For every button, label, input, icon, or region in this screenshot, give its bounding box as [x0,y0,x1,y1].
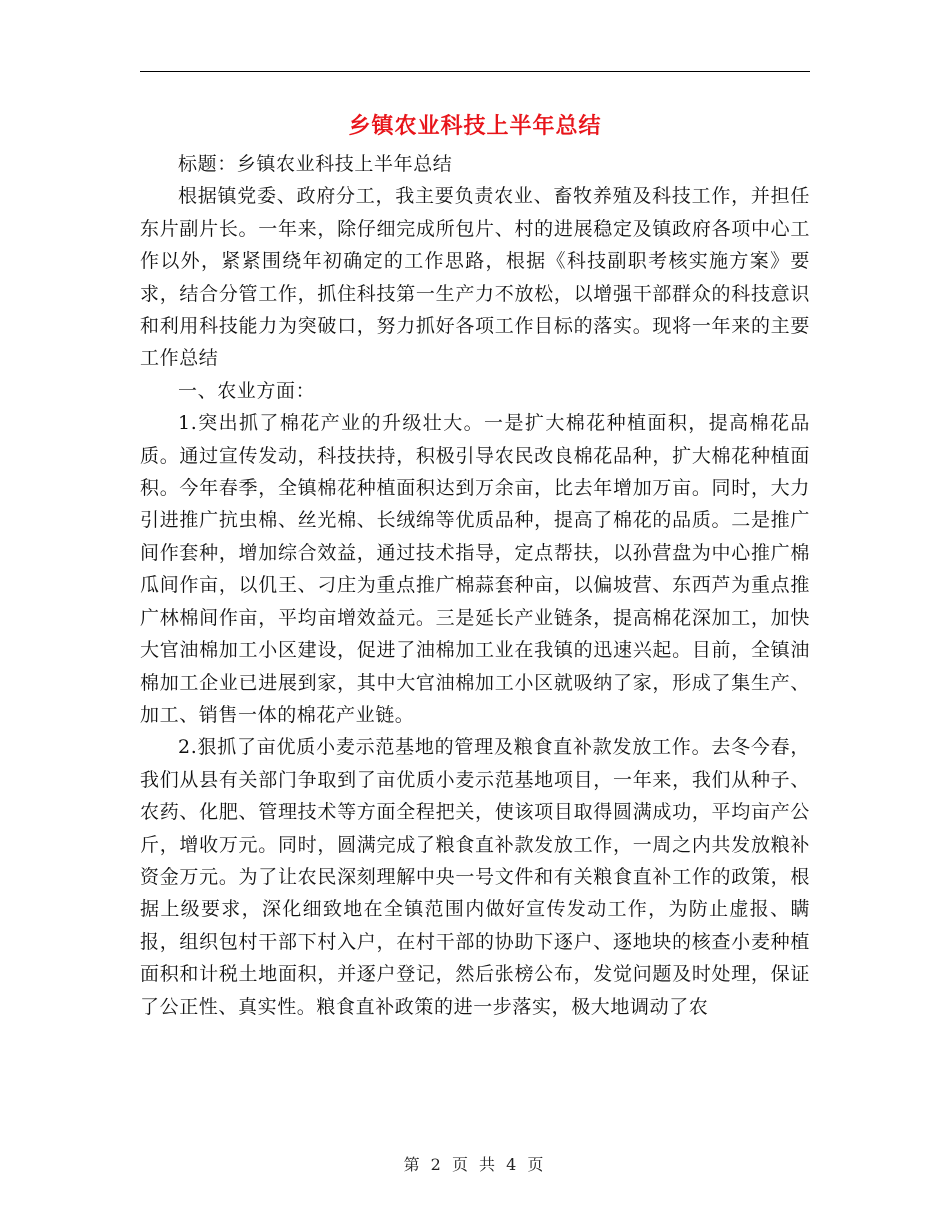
document-title: 乡镇农业科技上半年总结 [348,113,602,139]
page-number: 第 2 页 共 4 页 [403,1155,547,1174]
paragraph-intro: 根据镇党委、政府分工，我主要负责农业、畜牧养殖及科技工作，并担任东片副片长。一年来，除仔细完成所包片、村的进展稳定及镇政府各项中心工作以外，紧紧围绕年初确定的工作思路，根据《科技副职考核实施方案》要求，结合分管工作，抓住科技第一生产力不放松，以增强干部群众的科技意识和利用科技能力为突破口，努力抓好各项工作目标的落实。现将一年来的主要工作总结 [140,185,810,370]
paragraph-cotton: 1.突出抓了棉花产业的升级壮大。一是扩大棉花种植面积，提高棉花品质。通过宣传发动，科技扶持，积极引导农民改良棉花品种，扩大棉花种植面积。今年春季，全镇棉花种植面积达到万余亩，比去年增加万亩。同时，大力引进推广抗虫棉、丝光棉、长绒绵等优质品种，提高了棉花的品质。二是推广间作套种，增加综合效益，通过技术指导，定点帮扶，以孙营盘为中心推广棉瓜间作亩，以仉王、刁庄为重点推广棉蒜套种亩，以偏坡营、东西芦为重点推广林棉间作亩，平均亩增效益元。三是延长产业链条，提高棉花深加工，加快大官油棉加工小区建设，促进了油棉加工业在我镇的迅速兴起。目前，全镇油棉加工企业已进展到家，其中大官油棉加工小区就吸纳了家，形成了集生产、加工、销售一体的棉花产业链。 [140,412,810,726]
section-heading-agriculture: 一、农业方面： [178,379,316,402]
document-body [140,148,810,1023]
paragraph-subject: 标题：乡镇农业科技上半年总结 [178,153,453,175]
header-rule [140,71,810,72]
paragraph-wheat: 2.狠抓了亩优质小麦示范基地的管理及粮食直补款发放工作。去冬今春，我们从县有关部门争取到了亩优质小麦示范基地项目，一年来，我们从种子、农药、化肥、管理技术等方面全程把关，使该项目取得圆满成功，平均亩产公斤，增收万元。同时，圆满完成了粮食直补款发放工作，一周之内共发放粮补资金万元。为了让农民深刻理解中央一号文件和有关粮食直补工作的政策，根据上级要求，深化细致地在全镇范围内做好宣传发动工作，为防止虚报、瞒报，组织包村干部下村入户，在村干部的协助下逐户、逐地块的核查小麦种植面积和计税土地面积，并逐户登记，然后张榜公布，发觉问题及时处理，保证了公正性、真实性。粮食直补政策的进一步落实，极大地调动了农 [140,736,810,1018]
